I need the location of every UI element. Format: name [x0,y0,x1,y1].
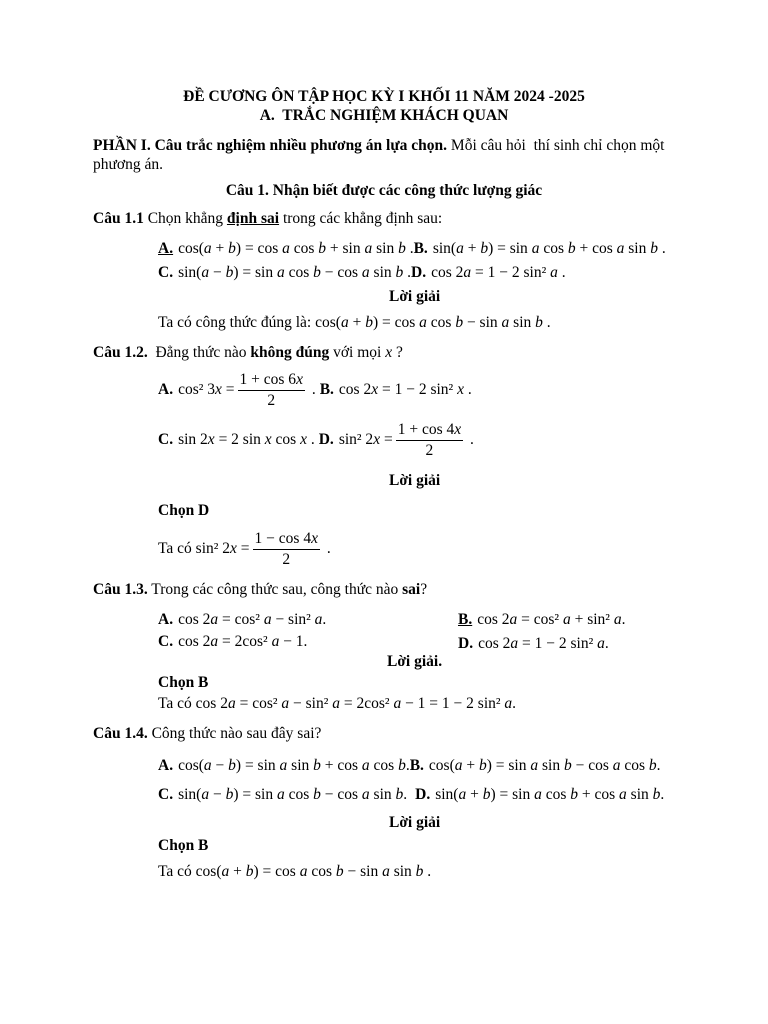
option-d-formula: sin(a + b) = sin a cos b + cos a sin b. [435,786,665,803]
option-end: . [657,240,666,257]
solution-lhs: sin² 2x = [195,540,250,558]
option-d-formula: cos 2a = 1 − 2 sin² a [431,264,558,281]
question-1-3-option-b [458,611,625,629]
prompt-text: ? [420,581,428,598]
solution-heading: Lời giải [389,472,441,489]
prompt-variable: x [385,344,393,361]
solution-text: Ta có [158,540,196,558]
fraction-denominator: 2 [425,442,434,459]
option-d-label: D. [458,635,474,652]
fraction-numerator: 1 + cos 6x [238,370,305,391]
question-label: Câu 1.2. [93,344,148,361]
solution-formula: cos(a + b) = cos a cos b − sin a sin b [315,314,543,331]
option-b-formula: cos 2x = 1 − 2 sin² x [338,381,464,399]
solution-formula: cos 2a = cos² a − sin² a = 2cos² a − 1 = 1 − 2 sin² a. [195,695,517,712]
question-1-3-option-a [158,611,326,629]
answer-choice: Chọn B [158,674,209,691]
option-c-formula: sin(a − b) = sin a cos b − cos a sin b. [178,786,408,803]
question-label: Câu 1.4. [93,725,148,742]
option-b-formula: sin(a + b) = sin a cos b + cos a sin b [432,240,658,257]
option-b-label: B. [409,757,424,774]
prompt-text: trong các khẳng định sau: [279,210,443,227]
option-end: . [307,381,316,399]
option-a-formula: cos 2a = cos² a − sin² a. [178,611,327,628]
question-label: Câu 1.1 [93,210,144,227]
option-b-label: B. [413,240,428,257]
solution-end: . [322,540,331,558]
option-a-label: A. [158,240,174,257]
document-title: ĐỀ CƯƠNG ÔN TẬP HỌC KỲ I KHỐI 11 NĂM 2024 -2025 [183,88,585,105]
option-end: . [403,264,411,281]
option-c-formula: cos 2a = 2cos² a − 1. [178,633,308,650]
fraction [396,420,463,461]
option-b-formula: cos 2a = cos² a + sin² a. [477,611,626,628]
question-1-2-prompt [93,344,403,362]
option-a-label: A. [158,757,174,774]
solution-text: Ta có [158,695,196,712]
option-end: . [405,240,414,257]
question-1-3-solution [158,695,516,713]
option-c-label: C. [158,431,174,449]
option-c-label: C. [158,264,174,281]
part-heading-instruction: Mỗi câu hỏi thí sinh chỉ chọn một [447,137,665,154]
option-d-label: D. [318,431,334,449]
question-1-2-solution [158,529,331,570]
question-1-1-options-cd [158,264,566,282]
option-b-label: B. [458,611,473,628]
option-end: . [466,431,474,449]
option-b-formula: cos(a + b) = sin a sin b − cos a cos b. [428,757,661,774]
prompt-emphasis: định sai [226,210,280,227]
option-b-label: B. [319,381,334,399]
option-c-formula: sin 2x = 2 sin x cos x [178,431,307,449]
solution-formula: cos(a + b) = cos a cos b − sin a sin b [195,863,424,880]
question-1-4-prompt [93,725,321,743]
prompt-emphasis: không đúng [250,344,330,361]
question-1-4-options-cd [158,786,664,804]
fraction-numerator: 1 + cos 4x [396,420,463,441]
question-1-4-solution [158,863,431,881]
fraction [238,370,305,411]
option-d-formula: cos 2a = 1 − 2 sin² a. [478,635,609,652]
solution-heading: Lời giải [389,814,441,831]
solution-heading: Lời giải. [387,653,443,670]
solution-heading: Lời giải [389,288,441,305]
option-d-lhs: sin² 2x = [338,431,393,449]
question-1-1-prompt [93,210,442,228]
option-d-label: D. [411,264,427,281]
solution-text: Ta có công thức đúng là: [158,314,316,331]
option-a-formula: cos(a + b) = cos a cos b + sin a sin b [178,240,406,257]
prompt-text: Đẳng thức nào [147,344,251,361]
section-heading: A. TRẮC NGHIỆM KHÁCH QUAN [259,107,509,124]
prompt-text: ? [392,344,403,361]
option-a-label: A. [158,611,174,628]
question-1-4-options-ab [158,757,661,775]
question-1-3-option-c [158,633,307,651]
prompt-emphasis: sai [402,581,421,598]
option-c-formula: sin(a − b) = sin a cos b − cos a sin b [178,264,404,281]
option-end: . [557,264,566,281]
option-a-label: A. [158,381,174,399]
solution-text: Ta có [158,863,196,880]
prompt-text: Công thức nào sau đây sai? [147,725,322,742]
question-label: Câu 1.3. [93,581,148,598]
option-c-label: C. [158,633,174,650]
option-a-formula: cos(a − b) = sin a sin b + cos a cos b. [178,757,410,774]
fraction-denominator: 2 [282,551,291,568]
answer-choice: Chọn B [158,837,209,854]
prompt-text: Chọn khẳng [143,210,227,227]
option-a-lhs: cos² 3x = [178,381,235,399]
topic-title: Câu 1. Nhận biết được các công thức lượng giác [225,182,543,199]
question-1-1-solution [158,314,551,332]
part-heading [93,137,664,155]
solution-end: . [542,314,551,331]
prompt-text: với mọi [329,344,386,361]
question-1-2-options-ab [158,370,472,411]
fraction-numerator: 1 − cos 4x [253,529,320,550]
question-1-2-options-cd [158,420,474,461]
question-1-3-prompt [93,581,427,599]
option-end: . [463,381,472,399]
part-heading-bold: PHẦN I. Câu trắc nghiệm nhiều phương án lựa chọn. [93,137,448,154]
prompt-text: Trong các công thức sau, công thức nào [147,581,403,598]
solution-end: . [423,863,432,880]
fraction [253,529,320,570]
option-d-label: D. [415,786,431,803]
part-heading-continuation: phương án. [93,156,163,173]
option-end: . [306,431,315,449]
fraction-denominator: 2 [267,392,276,409]
answer-choice: Chọn D [158,502,210,519]
question-1-3-option-d [458,635,609,653]
question-1-1-options-ab [158,240,666,258]
option-c-label: C. [158,786,174,803]
